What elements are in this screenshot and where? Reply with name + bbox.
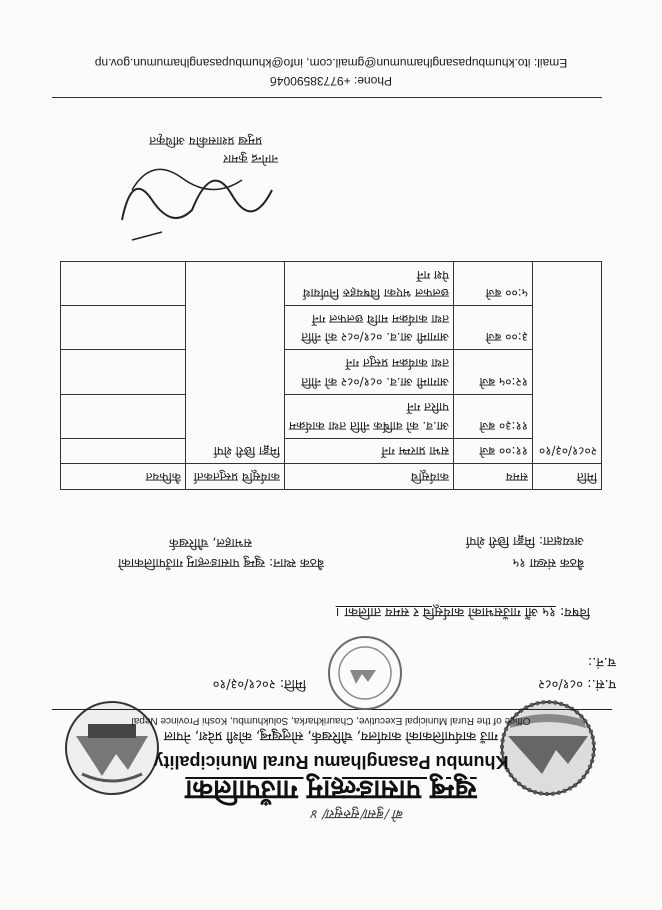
agenda-cell: छलफल भएका विषयहरु निर्णयार्थ पेश गर्ने [285, 262, 454, 306]
remarks-cell [61, 438, 186, 464]
date-cell: २०८१/०३/१० [533, 262, 602, 464]
handwritten-signature [112, 160, 282, 250]
remarks-cell [61, 262, 186, 306]
time-cell: ३:०० बजे [454, 306, 533, 350]
agenda-cell: सभा प्रारम्भ गर्ने [285, 438, 454, 464]
remarks-cell [61, 394, 186, 438]
meeting-venue [118, 555, 324, 572]
meeting-number: बैठक संख्या १५ [512, 556, 584, 571]
agenda-cell: आगामी आ.व. ०८१/०८२ को नीति तथा कार्यक्रम माथि छलफल गर्ने [285, 306, 454, 350]
subject-line [336, 604, 590, 622]
subject-text: १५ औं गाउँसभाको कार्यसूचि र समय तालिका । [335, 604, 556, 619]
meeting-chair: अध्यक्षता: मिङ्मा छिरी शेर्पा [465, 534, 584, 549]
handwritten-note: बो /बुसा/सुरुसुरा/ ४ [311, 806, 404, 821]
table-row [61, 394, 602, 438]
letter-number: प.सं.: ०८१/०८२ [538, 676, 616, 691]
subject-label: विषय: [559, 604, 590, 619]
header-agenda: कार्यसूचि [285, 464, 454, 490]
table-row [61, 438, 602, 464]
header-time: समय [454, 464, 533, 490]
signatory-role: प्रमुख प्रशासकीय अधिकृत [149, 134, 262, 148]
table-row [61, 350, 602, 394]
time-cell: ११:३० बजे [454, 394, 533, 438]
header-date: मिति [533, 464, 602, 490]
table-header-row [61, 464, 602, 490]
footer-phone: Phone: +9773859004б [270, 74, 392, 88]
table-row [61, 306, 602, 350]
municipality-name-english: Khumbu Pasanglhamu Rural Municipality [153, 752, 509, 772]
venue-line-1: खुम्बु पासाङल्हामु गाउँपालिकाको [118, 556, 266, 571]
agenda-cell: आगामी आ.व. ०८१/०८२ को नीति तथा कार्यक्रम प्रस्तुत गर्ने [285, 350, 454, 394]
address-english: Office of the Rural Municipal Executive, Chaurikharka, Solukhumbu, Koshi Province Nepal [131, 715, 531, 726]
office-stamp [324, 632, 406, 714]
venue-line-2: सभाहल, चौरिखर्क [169, 536, 252, 551]
presenter-cell: मिङ्मा छिरी शेर्पा [186, 262, 285, 464]
remarks-cell [61, 350, 186, 394]
agenda-table [60, 261, 602, 490]
dispatch-number: च.नं.: [587, 654, 616, 669]
table-row [61, 262, 602, 306]
footer-divider [52, 97, 602, 98]
remarks-cell [61, 306, 186, 350]
time-cell: १२:०५ बजे [454, 350, 533, 394]
header-presenter: कार्यसूचि प्रस्तुतकर्ता [186, 464, 285, 490]
time-cell: ११:०० बजे [454, 438, 533, 464]
address-nepali: गाउँ कार्यपालिकाको कार्यालय, चौरिखर्क, सोलुखुम्बु, कोशी प्रदेश, नेपाल [163, 728, 499, 743]
footer-email: Email: ito.khumbupasanglhamumun@gmail.com, info@khumbupasanglhamumun.gov.np [94, 56, 568, 70]
signatory-name: नागेन्द्र कुमार [223, 152, 278, 166]
letter-date: मिति: २०८१/०३/१० [212, 676, 306, 691]
header-remarks: कैफियत [61, 464, 186, 490]
venue-label: बैठक स्थान: [269, 556, 324, 571]
time-cell: ५:०० बजे [454, 262, 533, 306]
municipality-name-nepali: खुम्बु पासाङल्हामु गाउँपालिका [185, 774, 477, 805]
agenda-cell: आ.व. को वार्षिक नीति तथा कार्यक्रम पारित गर्ने [285, 394, 454, 438]
